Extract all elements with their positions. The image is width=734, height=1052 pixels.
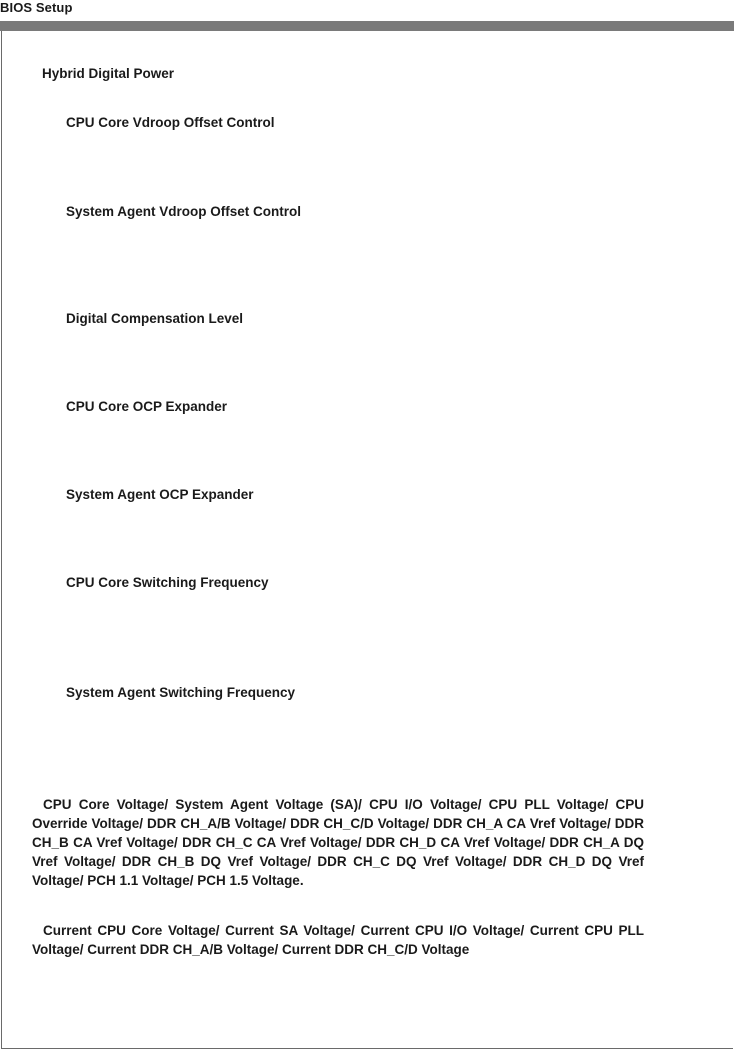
item-system-agent-ocp-expander: System Agent OCP Expander: [66, 487, 254, 502]
paragraph-current-voltage-list: Current CPU Core Voltage/ Current SA Voltage/ Current CPU I/O Voltage/ Current CPU PLL Voltage/ Current DDR CH_A/B Voltage/ Current DDR CH_C/D Voltage: [32, 923, 644, 957]
item-cpu-core-ocp-expander: CPU Core OCP Expander: [66, 399, 228, 414]
item-system-agent-switching-frequency: System Agent Switching Frequency: [66, 685, 296, 700]
item-cpu-core-switching-frequency: CPU Core Switching Frequency: [66, 575, 269, 590]
header-bar: [0, 21, 734, 31]
item-digital-compensation-level: Digital Compensation Level: [66, 311, 244, 326]
page-header-title: BIOS Setup: [0, 0, 73, 15]
section-title-hybrid-digital-power: Hybrid Digital Power: [42, 66, 175, 81]
page-frame: [1, 31, 733, 1049]
item-system-agent-vdroop-offset-control: System Agent Vdroop Offset Control: [66, 204, 302, 219]
item-cpu-core-vdroop-offset-control: CPU Core Vdroop Offset Control: [66, 115, 275, 130]
paragraph-voltage-list: CPU Core Voltage/ System Agent Voltage (SA)/ CPU I/O Voltage/ CPU PLL Voltage/ CPU Override Voltage/ DDR CH_A/B Voltage/ DDR CH_C/D Voltage/ DDR CH_A CA Vref Voltage/ DDR CH_B CA Vref Voltage/ DDR CH_C CA Vref Voltage/ DDR CH_D CA Vref Voltage/ DDR CH_A DQ Vref Voltage/ DDR CH_B DQ Vref Voltage/ DDR CH_C DQ Vref Voltage/ DDR CH_D DQ Vref Voltage/ PCH 1.1 Voltage/ PCH 1.5 Voltage.: [32, 797, 644, 888]
